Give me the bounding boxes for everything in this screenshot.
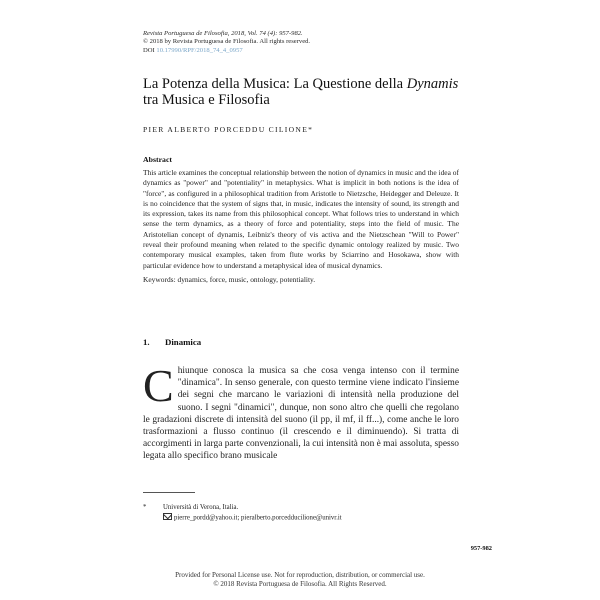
footnote-divider (143, 492, 195, 493)
license-line2: © 2018 Revista Portuguesa de Filosofia. All Rights Reserved. (213, 580, 387, 588)
footnote-affiliation: Università di Verona, Italia. (163, 504, 239, 511)
license-line1: Provided for Personal License use. Not for reproduction, distribution, or commercial use. (175, 571, 425, 579)
section-title: Dinamica (165, 337, 202, 347)
license-footer (143, 571, 457, 589)
section-body (143, 360, 459, 463)
title-line2: tra Musica e Filosofia (143, 92, 270, 108)
doi-link[interactable]: 10.17990/RPF/2018_74_4_0957 (156, 46, 243, 54)
abstract-heading: Abstract (143, 155, 173, 164)
doi-label: DOI (143, 46, 155, 54)
section-heading (143, 337, 201, 347)
body-text: hiunque conosca la musica sa che cosa venga intenso con il termine "dinamica". In senso generale, con questo termine viene indicato l'insieme dei segni che marcano le variazioni di intensità nella produzione del suono. I segni "dinamici", dunque, non sono altro che quelli che regolano le gradazioni discrete di intensità del suono (il pp, il mf, il ff...), come anche le loro trasformazioni a flusso continuo (il crescendo e il diminuendo). Si tratta di accorgimenti in larga parte convenzionali, la cui intensità non è mai assoluta, spesso legata allo specifico brano musicale (143, 366, 459, 462)
drop-cap: C (143, 360, 174, 411)
author-name: PIER ALBERTO PORCEDDU CILIONE* (143, 125, 314, 134)
title-line1: La Potenza della Musica: La Questione della (143, 76, 407, 92)
footnote-emails[interactable]: pierre_pordd@yahoo.it; pieralberto.porcedducilione@univr.it (174, 514, 342, 522)
title-line1-italic: Dynamis (406, 76, 459, 92)
footnote-mark: * (143, 504, 147, 511)
doi-line (143, 47, 310, 55)
keywords: Keywords: dynamics, force, music, ontology, potentiality. (143, 275, 316, 284)
article-title (143, 76, 483, 108)
section-number: 1. (143, 337, 150, 347)
journal-citation: Revista Portuguesa de Filosofia, 2018, Vol. 74 (4): 957-982. (143, 30, 303, 37)
page-range: 957-982 (470, 545, 492, 552)
footnote (143, 503, 342, 524)
abstract-text: This article examines the conceptual relationship between the notion of dynamics in music and the idea of dynamics as "power" and "potentiality" in metaphysics. What is implicit in both notions is the idea of "force", as configured in a philosophical tradition from Aristotle to Nietzsche, Heidegger and Deleuze. It is no coincidence that the system of signs that, in music, indicates the intensity of sound, its strength and its expression, takes its name from this philosophical concept. What follows tries to understand in which sense the term dynamics, as a theory of force and potentiality, steps into the field of music. The Aristotelian concept of dynamis, Leibniz's theory of vis activa and the Nietzschean "Will to Power" reveal their profound meaning when related to the specific dynamic ontology realized by music. Two contemporary musical examples, taken from flute works by Sciarrino and Hosokawa, show with particular evidence how to understand a metaphysical idea of musical dynamics. (143, 168, 459, 270)
abstract-text-block (143, 168, 459, 271)
journal-header (143, 30, 310, 55)
mail-icon (163, 513, 172, 520)
copyright-line: © 2018 by Revista Portuguesa de Filosofia. All rights reserved. (143, 38, 311, 46)
